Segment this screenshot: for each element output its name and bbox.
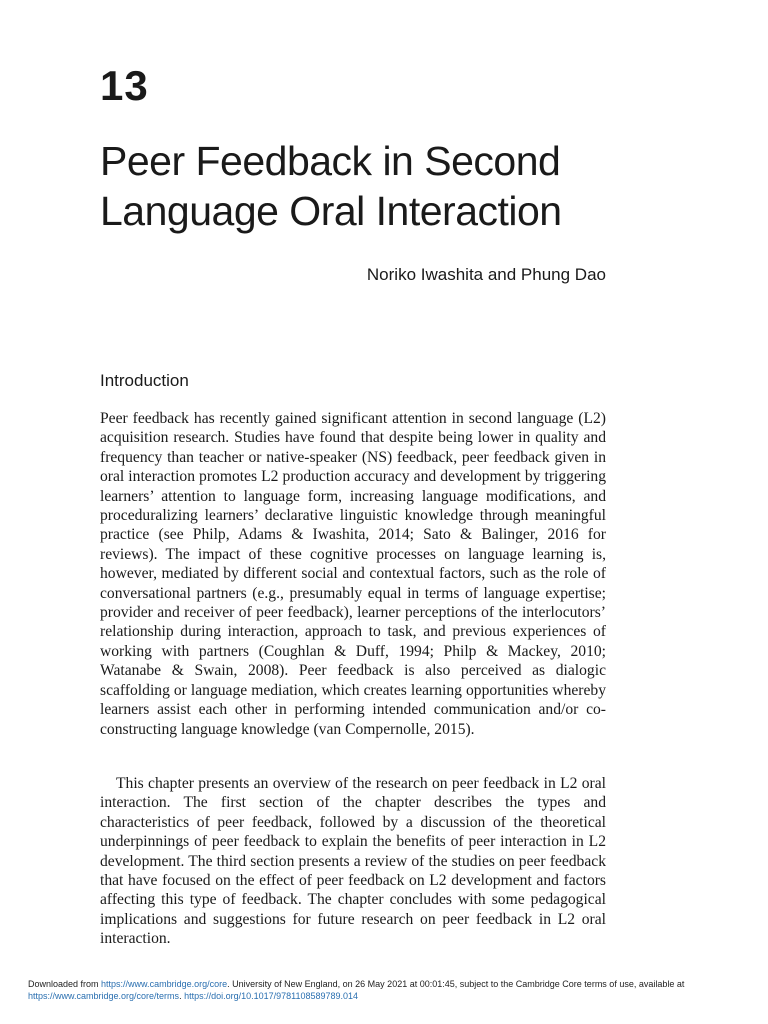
section-heading: Introduction [100,371,189,390]
terms-link[interactable]: https://www.cambridge.org/core/terms [28,991,180,1001]
footer-prefix: Downloaded from [28,979,102,989]
footer-middle: . University of New England, on 26 May 2021 at 00:01:45, subject to the Cambridge Core terms of use, available at [227,979,685,989]
chapter-title: Peer Feedback in Second Language Oral Interaction [100,138,562,234]
download-footer [28,978,758,1002]
doi-link[interactable]: https://doi.org/10.1017/9781108589789.014 [184,991,359,1001]
chapter-authors: Noriko Iwashita and Phung Dao [366,265,606,284]
body-paragraph-2: This chapter presents an overview of the research on peer feedback in L2 oral interaction. The first section of the chapter describes the types and characteristics of peer feedback, followed by a discussion of the theoretical underpinnings of peer feedback to explain the benefits of peer interaction in L2 development. The third section presents a review of the studies on peer feedback that have focused on the effect of peer feedback on L2 development and factors affecting this type of feedback. The chapter concludes with some pedagogical implications and suggestions for future research on peer feedback in L2 oral interaction. [100,775,606,948]
footer-separator: . [179,991,185,1001]
body-paragraph-1: Peer feedback has recently gained significant attention in second language (L2) acquisition research. Studies have found that despite being lower in quality and frequency than teacher or native-speaker (NS) feedback, peer feedback given in oral interaction promotes L2 production accuracy and development by triggering learners’ attention to language form, increasing language modifications, and proceduralizing learners’ declarative linguistic knowledge through meaningful practice (see Philp, Adams & Iwashita, 2014; Sato & Balinger, 2016 for reviews). The impact of these cognitive processes on language learning is, however, mediated by different social and contextual factors, such as the role of conversational partners (e.g., presumably equal in terms of language expertise; provider and receiver of peer feedback), learner perceptions of the interlocutors’ relationship during interaction, approach to task, and previous experiences of working with partners (Coughlan & Duff, 1994; Philp & Mackey, 2010; Watanabe & Swain, 2008). Peer feedback is also perceived as dialogic scaffolding or language mediation, which creates learning opportunities whereby learners assist each other in performing intended communication and/or co-constructing language knowledge (van Compernolle, 2015). [100,410,606,738]
cambridge-core-link[interactable]: https://www.cambridge.org/core [101,979,228,989]
chapter-number: 13 [100,62,149,109]
